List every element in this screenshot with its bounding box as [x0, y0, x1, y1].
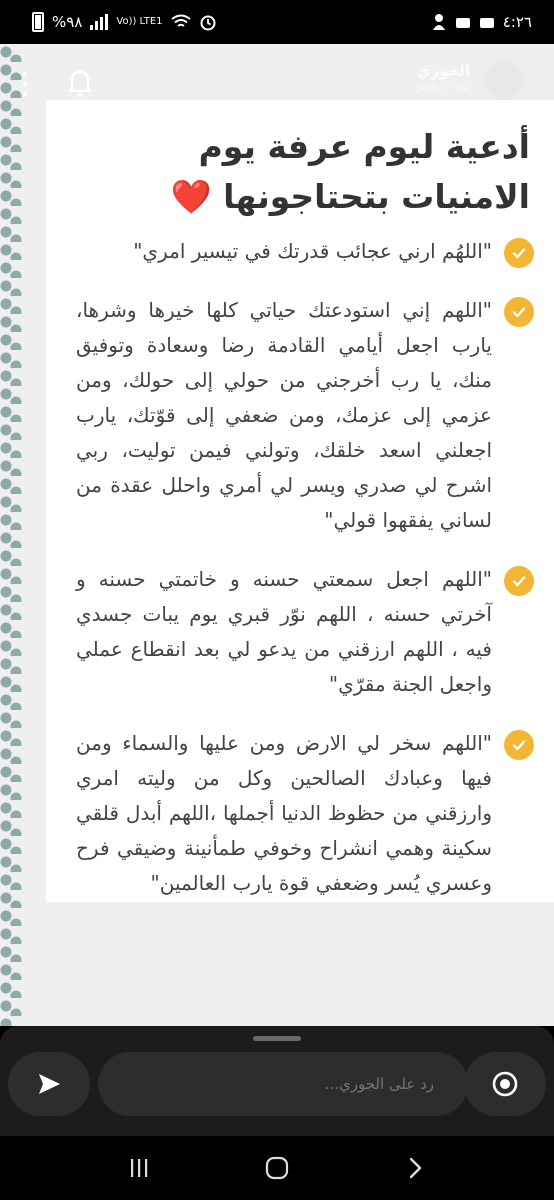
- status-right: [431, 13, 532, 31]
- dua-text: "اللهم سخر لي الارض ومن عليها والسماء ومن فيها وعبادك الصالحين وكل من وليته امري وارزقني من حظوظ الدنيا أجملها ،اللهم أبدل قلقي سكينة وهمي انشراح وخوفي طمأنينة وضيقي فرح وعسري يُسر وضعفي قوة يارب العالمين": [76, 731, 492, 895]
- story-background: [46, 902, 554, 1026]
- heart-icon: ❤️: [170, 177, 212, 216]
- wifi-icon: [171, 14, 191, 30]
- dua-text: "اللهُم ارني عجائب قدرتك في تيسير امري": [133, 239, 492, 263]
- notification-app-icon: [455, 15, 471, 29]
- story-title: [76, 122, 534, 222]
- battery-icon: [32, 12, 44, 32]
- send-icon: [36, 1071, 62, 1097]
- check-icon: [504, 238, 534, 268]
- home-icon: [264, 1155, 290, 1181]
- bell-icon[interactable]: [62, 64, 98, 100]
- more-options-icon[interactable]: [22, 72, 28, 96]
- system-nav-bar: [0, 1136, 554, 1200]
- background-pattern: [0, 44, 24, 1026]
- notification-app-icon: [479, 15, 495, 29]
- list-item: [76, 726, 534, 901]
- camera-button[interactable]: [464, 1052, 546, 1116]
- story-author[interactable]: [416, 62, 470, 93]
- posted-time: منذ ١٠ دقائق: [415, 82, 470, 93]
- back-icon: [403, 1156, 427, 1180]
- dua-text: "اللهم إني استودعتك حياتي كلها خيرها وشرها، يارب اجعل أيامي القادمة رضا وسعادة وتوفيق منك، يا رب أخرجني من حولي إلى حولك، ومن عزمي إلى عزمك، ومن ضعفي إلى قوّتك، يارب اجعلني اسعد خلقك، وتولني فيمن توليت، ربي اشرح لي صدري ويسر لي أمري واحلل عقدة من لساني يفقهوا قولي": [76, 298, 492, 532]
- story-view[interactable]: [0, 44, 554, 1026]
- battery-level: %٩٨: [52, 13, 83, 31]
- check-icon: [504, 566, 534, 596]
- back-button[interactable]: [395, 1148, 435, 1188]
- recent-apps-button[interactable]: [119, 1148, 159, 1188]
- author-name: الجوري: [416, 62, 470, 80]
- avatar[interactable]: [484, 60, 524, 100]
- reply-input[interactable]: [98, 1052, 468, 1116]
- notification-app-icon: [431, 13, 447, 31]
- send-button[interactable]: [8, 1052, 90, 1116]
- camera-icon: [491, 1070, 519, 1098]
- status-bar: [0, 0, 554, 44]
- recent-apps-icon: [127, 1156, 151, 1180]
- list-item: [76, 234, 534, 269]
- network-type: Vo)) LTE1: [116, 16, 163, 27]
- reply-bar: [0, 1026, 554, 1136]
- check-icon: [504, 730, 534, 760]
- drag-handle[interactable]: [253, 1036, 301, 1041]
- alarm-icon: [199, 13, 217, 31]
- list-item: [76, 562, 534, 702]
- status-left: [32, 12, 217, 32]
- check-icon: [504, 297, 534, 327]
- dua-list: [76, 234, 534, 901]
- story-image-card: [46, 100, 554, 902]
- title-text: أدعية ليوم عرفة يوم الامنيات بتحتاجونها: [198, 127, 530, 216]
- list-item: [76, 293, 534, 538]
- dua-text: "اللهم اجعل سمعتي حسنه و خاتمتي حسنه و آخرتي حسنه ، اللهم نوّر قبري يوم يبات جسدي فيه ، اللهم ارزقني من يدعو لي بعد انقطاع عملي واجعل الجنة مقرّي": [76, 567, 492, 696]
- clock: ٤:٢٦: [502, 13, 532, 31]
- signal-icon: [90, 14, 108, 30]
- home-button[interactable]: [257, 1148, 297, 1188]
